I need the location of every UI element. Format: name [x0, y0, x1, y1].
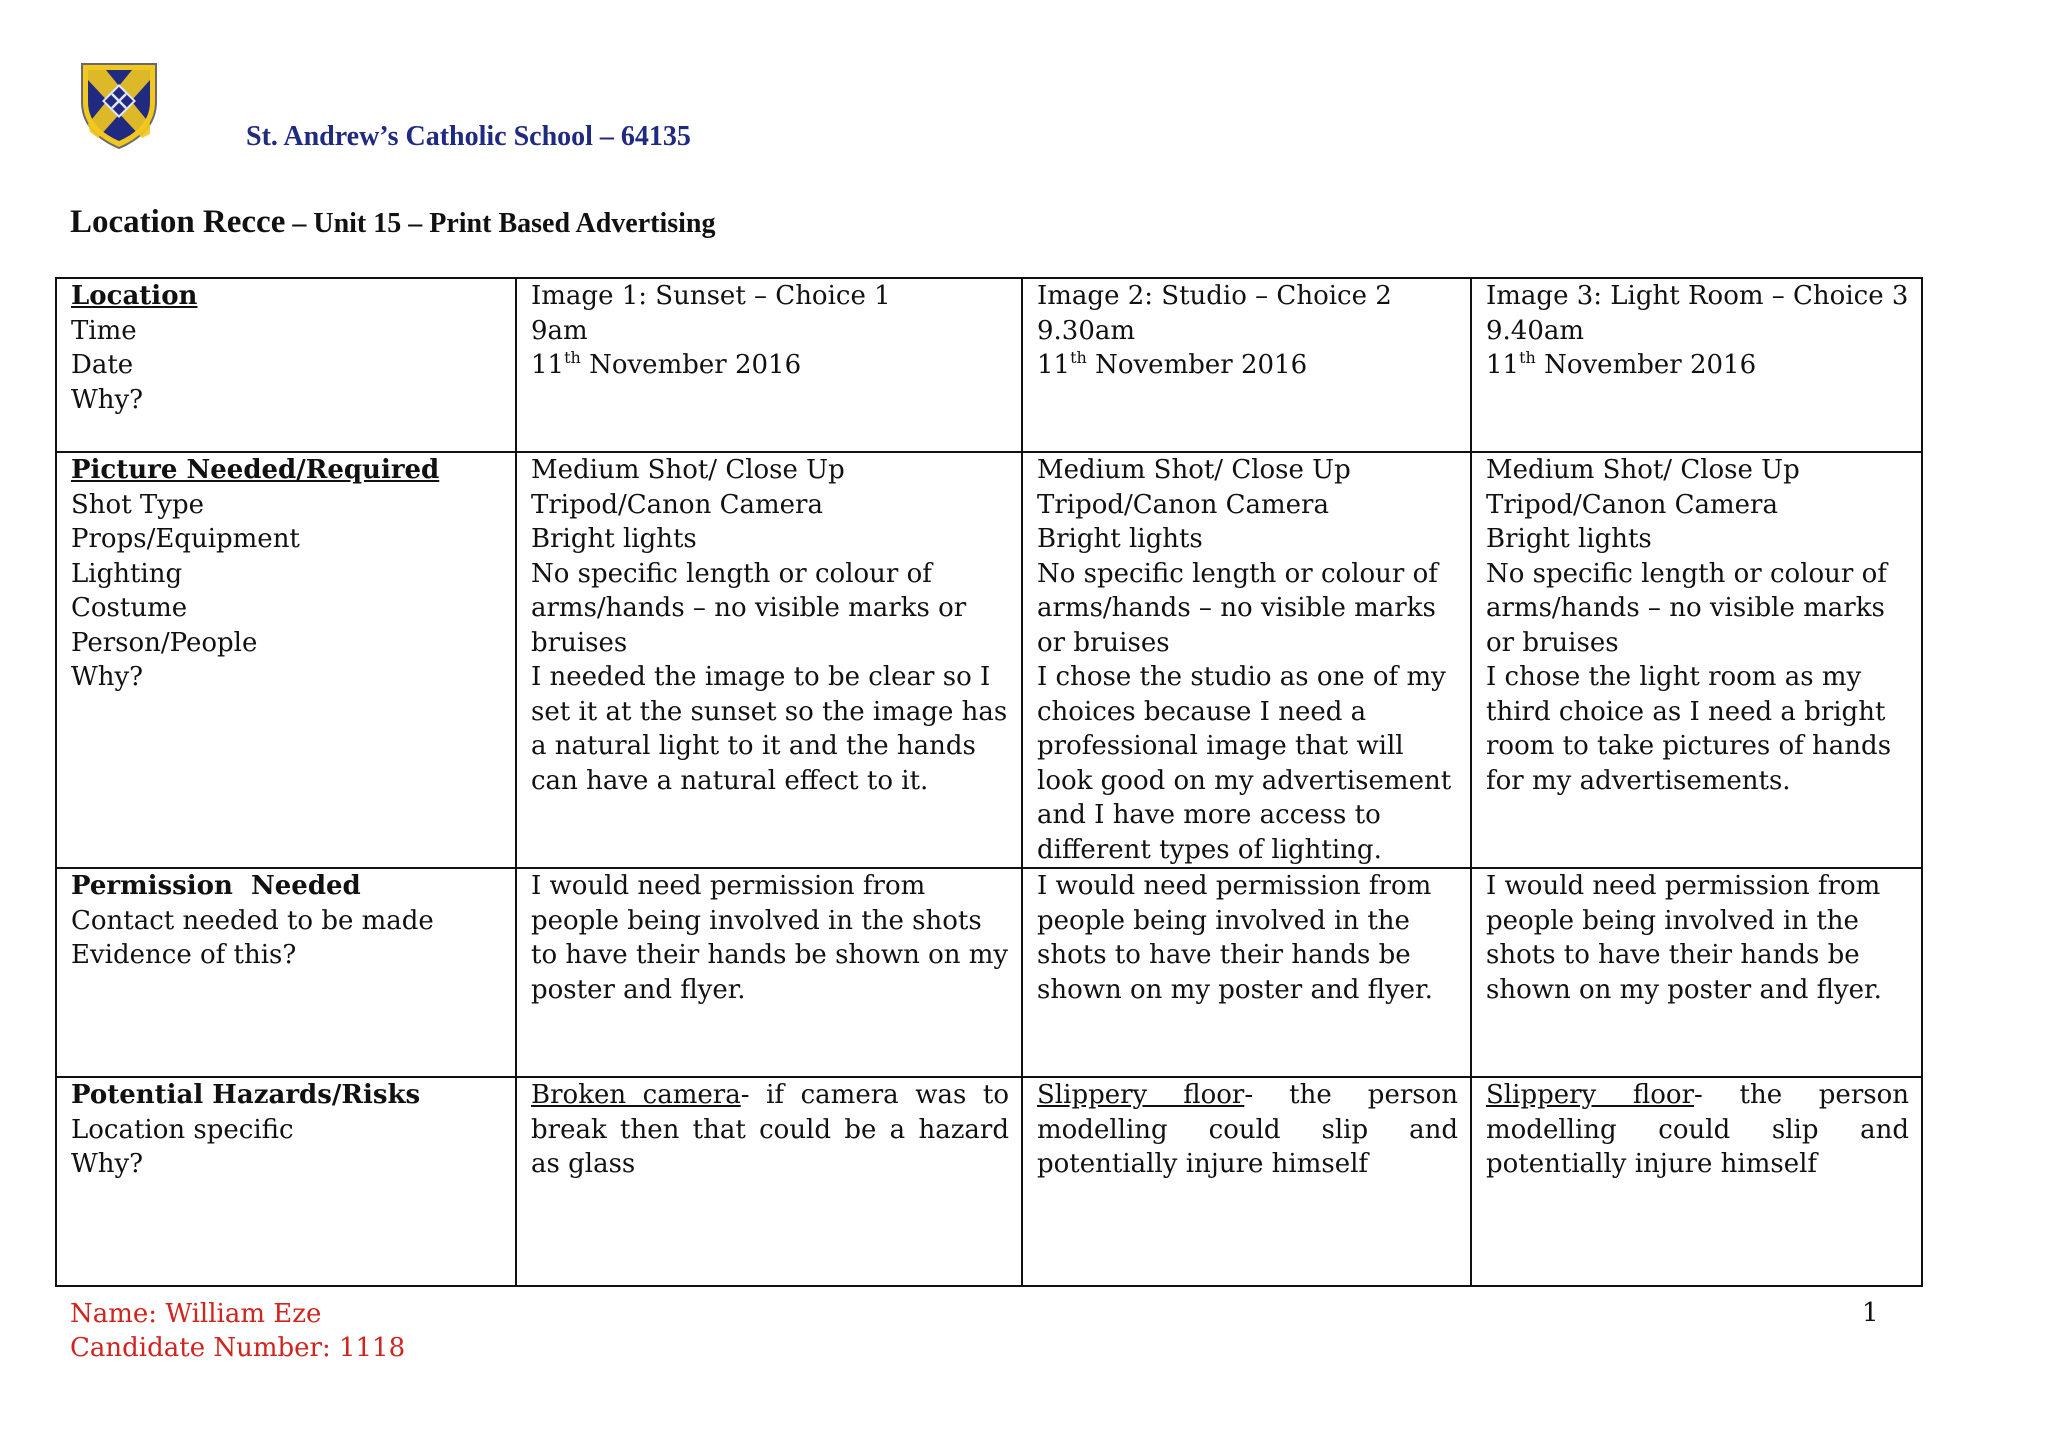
hazard-cell-image-3	[1471, 1077, 1922, 1286]
label-item: Why?	[71, 1149, 144, 1179]
picture-cell-image-3	[1471, 452, 1922, 868]
label-item: Time	[71, 315, 137, 346]
table-row-picture-needed	[56, 452, 1922, 868]
permission-cell-image-2	[1022, 868, 1471, 1077]
hazard-name: Slippery floor	[1486, 1080, 1695, 1110]
hazard-text: - if camera was to break then that could be a hazard as glass	[531, 1080, 1010, 1179]
costume: No specific length or colour of arms/hands – no visible marks or bruises	[1037, 558, 1438, 658]
picture-cell-image-2	[1022, 452, 1471, 868]
costume: No specific length or colour of arms/hands – no visible marks or bruises	[1486, 558, 1887, 658]
title-main: Location Recce	[70, 204, 286, 240]
label-heading: Location	[71, 281, 198, 311]
student-name: Name: William Eze	[70, 1299, 322, 1329]
image-title: Image 2: Studio – Choice 2	[1037, 281, 1392, 311]
image-time: 9.30am	[1037, 315, 1136, 346]
hazard-text: - the person modelling could slip and potentially injure himself	[1486, 1080, 1909, 1179]
row-label-location	[56, 278, 516, 452]
school-crest-logo	[78, 58, 160, 150]
permission-text: I would need permission from people being involved in the shots to have their hands be shown on my poster and flyer.	[1037, 871, 1433, 1005]
shot-type: Medium Shot/ Close Up	[531, 455, 845, 485]
hazard-cell-image-1	[516, 1077, 1022, 1286]
hazard-text: - the person modelling could slip and potentially injure himself	[1037, 1080, 1458, 1179]
label-item: Why?	[71, 384, 144, 415]
label-item: Date	[71, 350, 134, 380]
costume: No specific length or colour of arms/hands – no visible marks or bruises	[531, 558, 967, 658]
table-row-permission	[56, 868, 1922, 1077]
label-item: Shot Type	[71, 489, 204, 520]
label-item: Location specific	[71, 1114, 294, 1145]
hazard-name: Slippery floor	[1037, 1080, 1245, 1110]
label-item: Evidence of this?	[71, 940, 297, 970]
lighting: Bright lights	[1037, 524, 1203, 554]
image-date: 11th November 2016	[1037, 348, 1308, 380]
lighting: Bright lights	[1486, 524, 1652, 554]
school-name: St. Andrew’s Catholic School – 64135	[246, 121, 691, 152]
row-label-picture-needed	[56, 452, 516, 868]
permission-text: I would need permission from people being involved in the shots to have their hands be shown on my poster and flyer.	[531, 871, 1009, 1005]
permission-cell-image-1	[516, 868, 1022, 1077]
lighting: Bright lights	[531, 524, 697, 554]
image-title: Image 1: Sunset – Choice 1	[531, 281, 891, 311]
hazard-cell-image-2	[1022, 1077, 1471, 1286]
document-title	[70, 204, 715, 241]
image-time: 9.40am	[1486, 315, 1585, 346]
picture-cell-image-1	[516, 452, 1022, 868]
page-number: 1	[1862, 1298, 1879, 1328]
props-equipment: Tripod/Canon Camera	[1037, 489, 1329, 520]
label-heading: Picture Needed/Required	[71, 455, 440, 485]
location-recce-table	[55, 277, 1923, 1287]
hazard-name: Broken camera	[531, 1080, 741, 1110]
image-date: 11th November 2016	[531, 348, 802, 380]
permission-cell-image-3	[1471, 868, 1922, 1077]
location-cell-image-3	[1471, 278, 1922, 452]
props-equipment: Tripod/Canon Camera	[1486, 489, 1778, 520]
label-heading: Potential Hazards/Risks	[71, 1080, 421, 1110]
footer-student-info	[70, 1297, 405, 1365]
shot-type: Medium Shot/ Close Up	[1486, 455, 1800, 485]
image-time: 9am	[531, 315, 588, 346]
label-item: Contact needed to be made	[71, 905, 434, 936]
table-row-hazards	[56, 1077, 1922, 1286]
label-item: Lighting	[71, 558, 183, 589]
props-equipment: Tripod/Canon Camera	[531, 489, 823, 520]
permission-text: I would need permission from people being involved in the shots to have their hands be shown on my poster and flyer.	[1486, 871, 1882, 1005]
image-date: 11th November 2016	[1486, 348, 1757, 380]
label-heading: Permission Needed	[71, 871, 361, 901]
title-subtitle: – Unit 15 – Print Based Advertising	[285, 208, 716, 239]
table-row-location	[56, 278, 1922, 452]
label-item: Costume	[71, 593, 188, 623]
why-text: I chose the studio as one of my choices because I need a professional image that will look good on my advertisement and I have more access to different types of lighting.	[1037, 662, 1452, 865]
row-label-permission	[56, 868, 516, 1077]
why-text: I needed the image to be clear so I set it at the sunset so the image has a natural light to it and the hands can have a natural effect to it.	[531, 662, 1008, 796]
label-item: Props/Equipment	[71, 524, 300, 554]
location-cell-image-1	[516, 278, 1022, 452]
row-label-hazards	[56, 1077, 516, 1286]
label-item: Why?	[71, 662, 144, 692]
label-item: Person/People	[71, 627, 258, 658]
candidate-number: Candidate Number: 1118	[70, 1333, 406, 1363]
why-text: I chose the light room as my third choice as I need a bright room to take pictures of hands for my advertisements.	[1486, 662, 1892, 796]
image-title: Image 3: Light Room – Choice 3	[1486, 281, 1909, 311]
location-cell-image-2	[1022, 278, 1471, 452]
shot-type: Medium Shot/ Close Up	[1037, 455, 1351, 485]
